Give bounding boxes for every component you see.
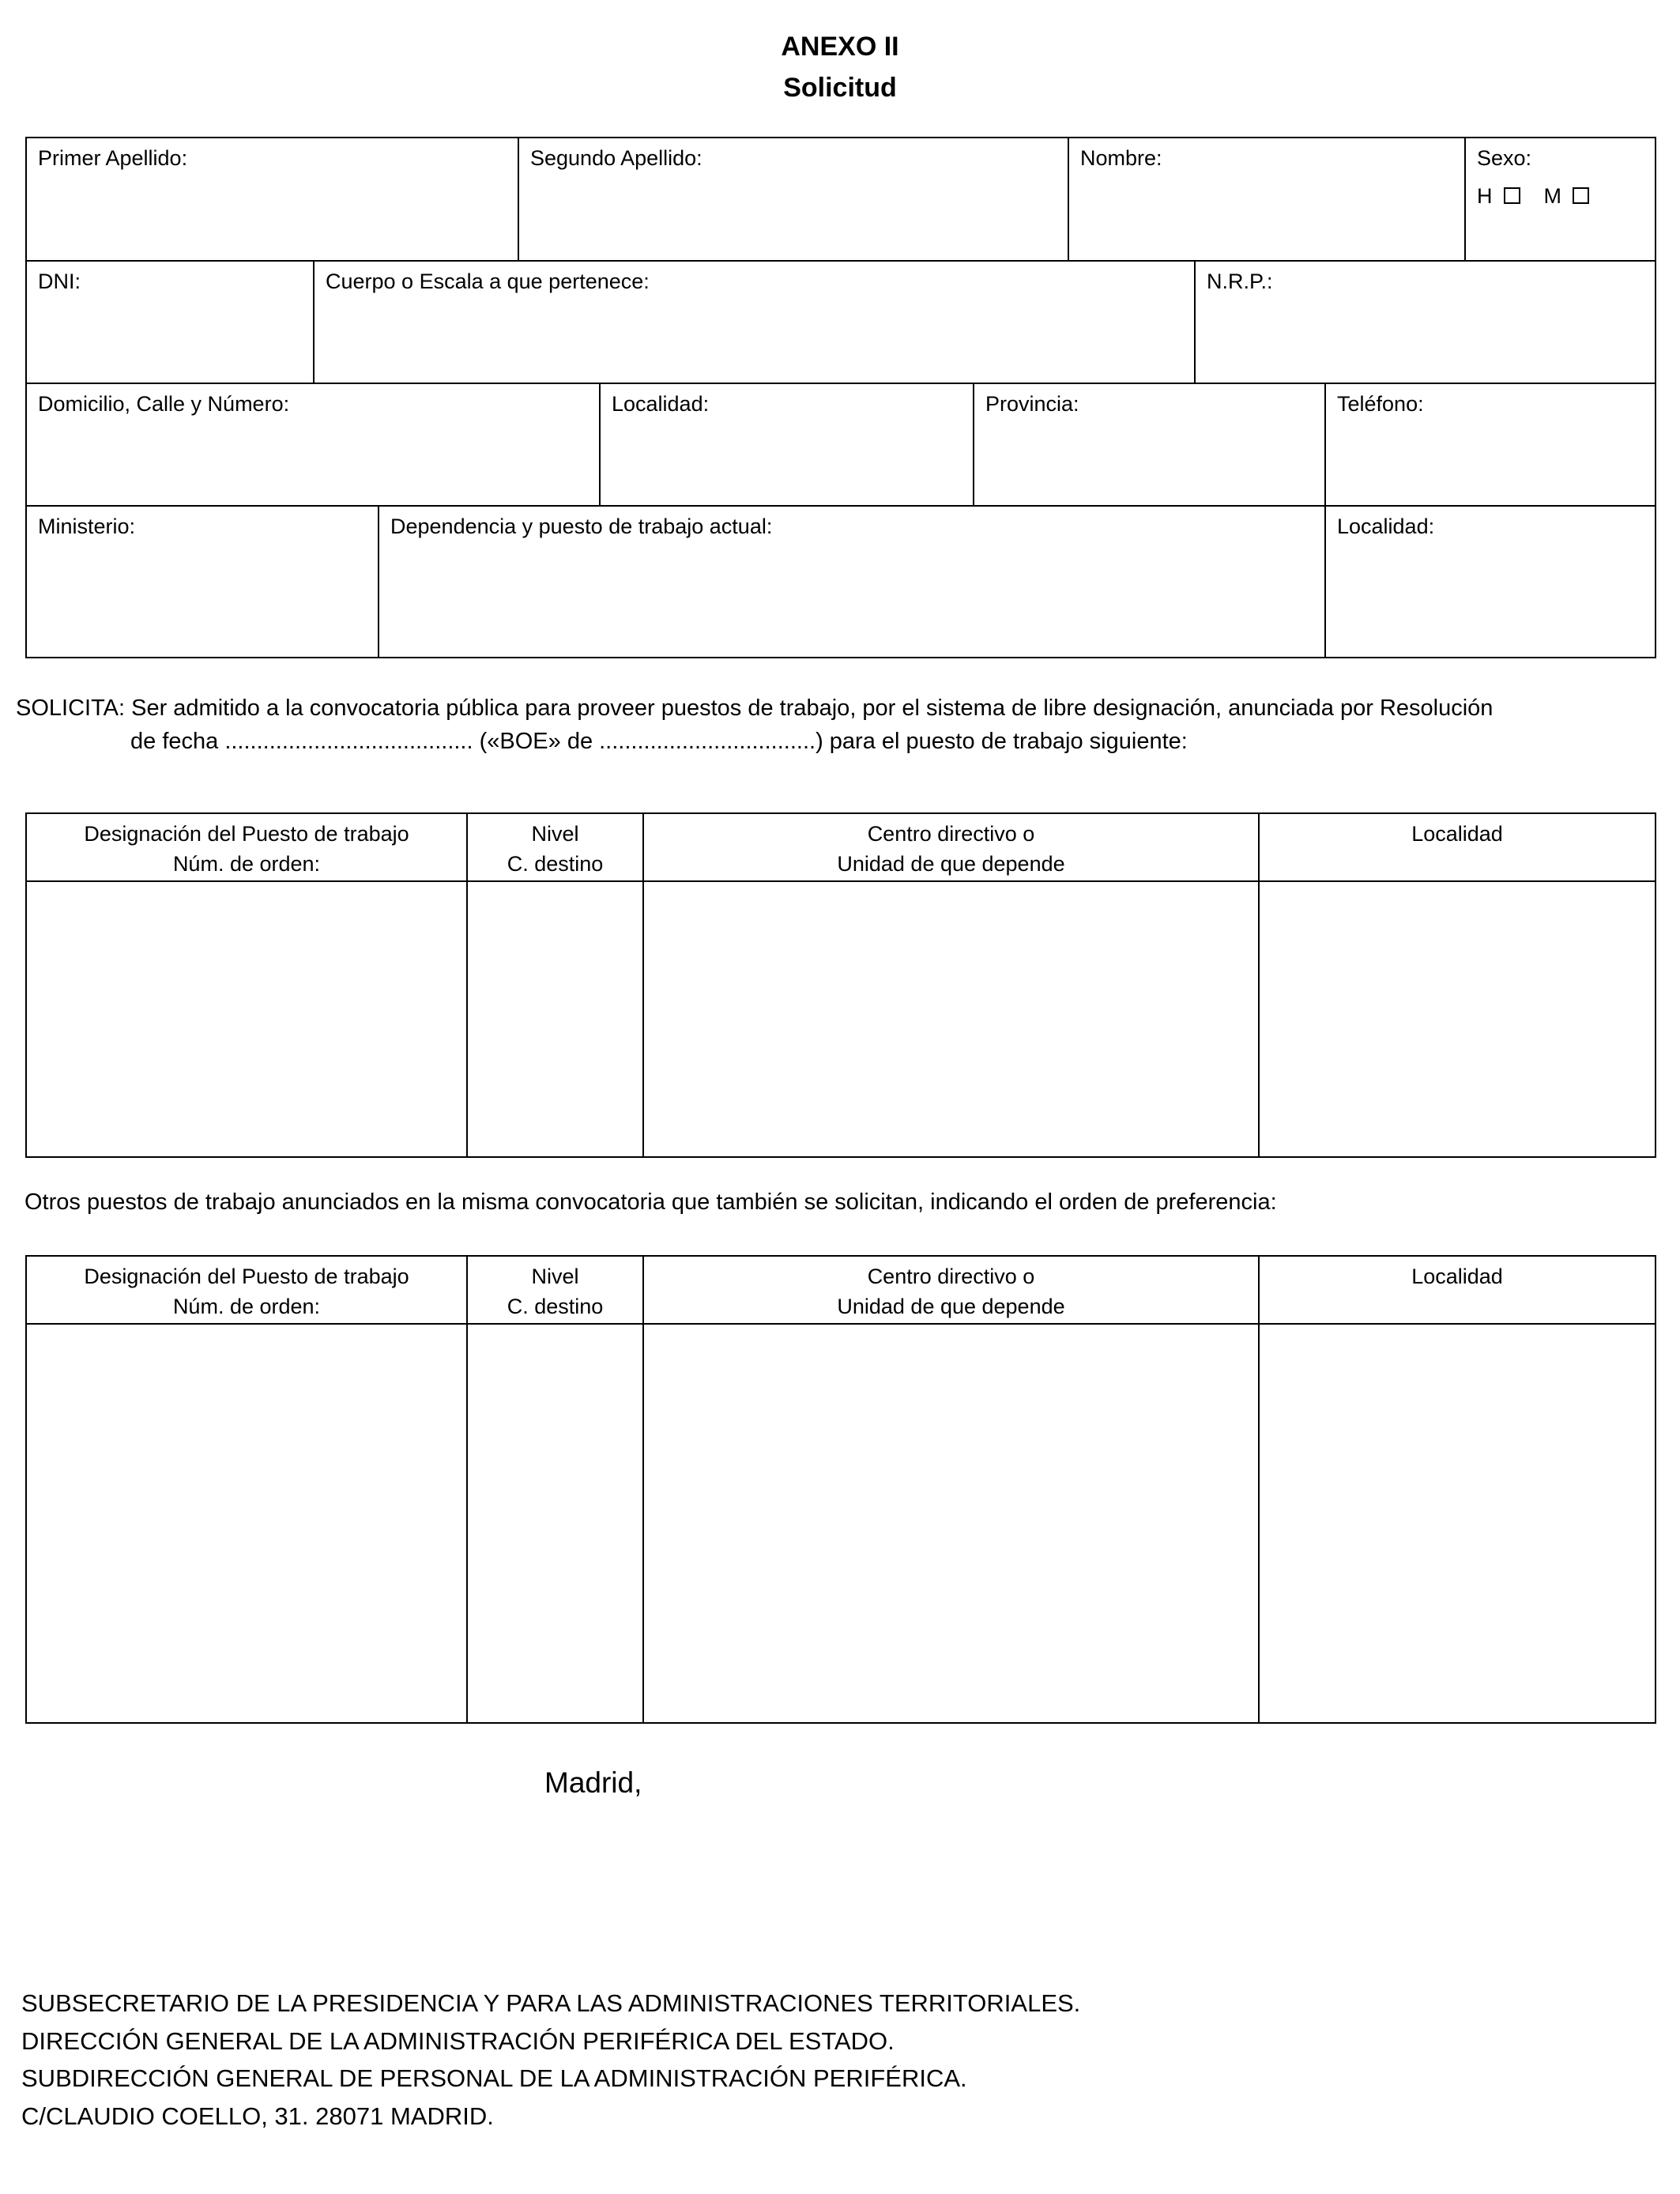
- col-localidad-header: [1260, 814, 1655, 880]
- col-centro-line2: Unidad de que depende: [837, 1295, 1065, 1318]
- col-designacion-header: [27, 814, 468, 880]
- designacion-input[interactable]: [27, 882, 468, 1156]
- localidad-field[interactable]: [601, 384, 974, 505]
- nivel-input[interactable]: [468, 1325, 644, 1722]
- sexo-label: Sexo:: [1477, 146, 1532, 170]
- col-centro-header: [644, 814, 1260, 880]
- form-subtitle: Solicitud: [783, 73, 897, 103]
- job-table-header: [27, 814, 1655, 882]
- sexo-options: [1477, 184, 1613, 209]
- address-line-3: SUBDIRECCIÓN GENERAL DE PERSONAL DE LA ADMINISTRACIÓN PERIFÉRICA.: [21, 2064, 967, 2092]
- centro-input[interactable]: [644, 882, 1260, 1156]
- col-nivel-header: [468, 1257, 644, 1323]
- col-nivel-line2: C. destino: [507, 1295, 604, 1318]
- dni-field[interactable]: [27, 262, 315, 383]
- address-line-4: C/CLAUDIO COELLO, 31. 28071 MADRID.: [21, 2102, 494, 2130]
- dni-label: DNI:: [38, 270, 81, 293]
- localidad-label: Localidad:: [612, 392, 710, 416]
- nombre-label: Nombre:: [1080, 146, 1162, 170]
- sexo-h-label: H: [1477, 184, 1493, 208]
- sexo-m-label: M: [1543, 184, 1561, 208]
- col-nivel-line2: C. destino: [507, 852, 604, 876]
- col-designacion-line2: Núm. de orden:: [172, 852, 321, 876]
- col-nivel-line1: Nivel: [531, 822, 579, 846]
- nombre-field[interactable]: [1069, 138, 1466, 260]
- sexo-m-checkbox[interactable]: [1573, 187, 1589, 204]
- localidad-actual-label: Localidad:: [1337, 515, 1435, 538]
- col-nivel-header: [468, 814, 644, 880]
- col-localidad-line1: Localidad: [1411, 822, 1503, 846]
- col-centro-line1: Centro directivo o: [867, 1265, 1035, 1288]
- personal-row-1: [27, 138, 1655, 262]
- col-designacion-line2: Núm. de orden:: [172, 1295, 321, 1318]
- domicilio-field[interactable]: [27, 384, 601, 505]
- personal-row-4: [27, 507, 1655, 657]
- personal-row-2: [27, 262, 1655, 384]
- col-designacion-line1: Designación del Puesto de trabajo: [84, 1265, 409, 1288]
- dependencia-label: Dependencia y puesto de trabajo actual:: [390, 515, 773, 538]
- col-centro-header: [644, 1257, 1260, 1323]
- localidad-input[interactable]: [1260, 882, 1655, 1156]
- col-centro-line2: Unidad de que depende: [837, 852, 1065, 876]
- sexo-h-checkbox[interactable]: [1504, 187, 1520, 204]
- solicita-line-2: de fecha ....................................... («BOE» de ..................................) para el puesto de trabajo siguiente:: [130, 729, 1188, 754]
- address-line-2: DIRECCIÓN GENERAL DE LA ADMINISTRACIÓN PERIFÉRICA DEL ESTADO.: [21, 2027, 895, 2055]
- col-designacion-header: [27, 1257, 468, 1323]
- personal-data-grid: [25, 137, 1656, 658]
- ministerio-field[interactable]: [27, 507, 379, 657]
- localidad-input[interactable]: [1260, 1325, 1655, 1722]
- cuerpo-field[interactable]: [315, 262, 1196, 383]
- domicilio-label: Domicilio, Calle y Número:: [38, 392, 290, 416]
- col-nivel-line1: Nivel: [531, 1265, 579, 1288]
- col-designacion-line1: Designación del Puesto de trabajo: [84, 822, 409, 846]
- place-date: Madrid,: [544, 1766, 642, 1799]
- annex-title: ANEXO II: [781, 32, 899, 62]
- telefono-field[interactable]: [1326, 384, 1655, 505]
- col-centro-line1: Centro directivo o: [867, 822, 1035, 846]
- dependencia-field[interactable]: [379, 507, 1326, 657]
- col-localidad-line1: Localidad: [1411, 1265, 1503, 1288]
- job-table: [25, 812, 1656, 1158]
- localidad-actual-field[interactable]: [1326, 507, 1655, 657]
- solicita-line-1: SOLICITA: Ser admitido a la convocatoria pública para proveer puestos de trabajo, por el sistema de libre designación, anunciada por Resolución: [16, 696, 1494, 721]
- centro-input[interactable]: [644, 1325, 1260, 1722]
- segundo-apellido-label: Segundo Apellido:: [530, 146, 703, 170]
- sexo-field: [1466, 138, 1655, 260]
- address-line-1: SUBSECRETARIO DE LA PRESIDENCIA Y PARA LAS ADMINISTRACIONES TERRITORIALES.: [21, 1989, 1081, 2017]
- provincia-field[interactable]: [974, 384, 1326, 505]
- provincia-label: Provincia:: [985, 392, 1079, 416]
- telefono-label: Teléfono:: [1337, 392, 1424, 416]
- ministerio-label: Ministerio:: [38, 515, 136, 538]
- primer-apellido-label: Primer Apellido:: [38, 146, 188, 170]
- job-table-body: [27, 882, 1655, 1156]
- otros-puestos-text: Otros puestos de trabajo anunciados en la misma convocatoria que también se solicitan, indicando el orden de preferencia:: [24, 1189, 1277, 1215]
- other-jobs-header: [27, 1257, 1655, 1325]
- other-jobs-body: [27, 1325, 1655, 1722]
- personal-row-3: [27, 384, 1655, 507]
- other-jobs-table: [25, 1255, 1656, 1724]
- nrp-field[interactable]: [1196, 262, 1655, 383]
- primer-apellido-field[interactable]: [27, 138, 519, 260]
- designacion-input[interactable]: [27, 1325, 468, 1722]
- nivel-input[interactable]: [468, 882, 644, 1156]
- cuerpo-label: Cuerpo o Escala a que pertenece:: [326, 270, 650, 293]
- segundo-apellido-field[interactable]: [519, 138, 1069, 260]
- col-localidad-header: [1260, 1257, 1655, 1323]
- nrp-label: N.R.P.:: [1207, 270, 1273, 293]
